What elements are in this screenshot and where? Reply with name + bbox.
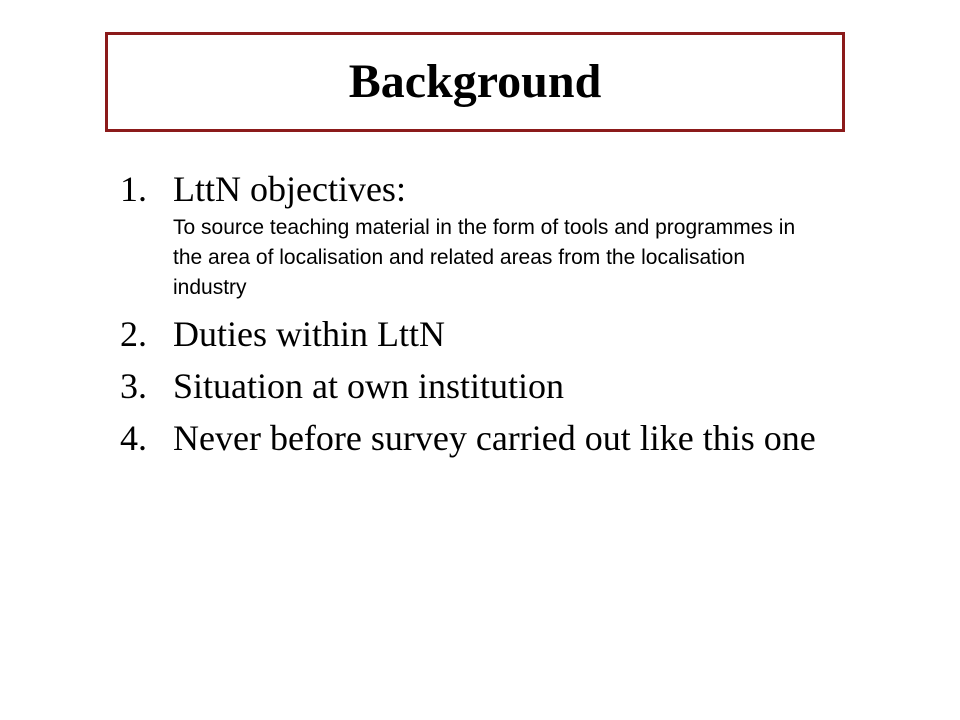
list-number: 2.: [120, 314, 147, 354]
list-item-objectives: [120, 168, 840, 303]
list-item-duties: [120, 313, 840, 355]
list-item-text: Never before survey carried out like this one: [173, 418, 816, 458]
bullet-list: [120, 168, 840, 469]
list-item-subtext: To source teaching material in the form of tools and programmes in the area of localisation and related areas from the localisation industry: [173, 216, 796, 299]
list-item-text: Duties within LttN: [173, 314, 445, 354]
list-number: 4.: [120, 418, 147, 458]
list-item-survey: [120, 417, 840, 459]
slide-title: Background: [348, 55, 602, 108]
list-item-text: Situation at own institution: [173, 366, 565, 406]
list-number: 3.: [120, 366, 147, 406]
title-box: [105, 32, 845, 132]
list-item-text: LttN objectives:: [173, 169, 406, 209]
list-number: 1.: [120, 169, 147, 209]
list-item-situation: [120, 365, 840, 407]
